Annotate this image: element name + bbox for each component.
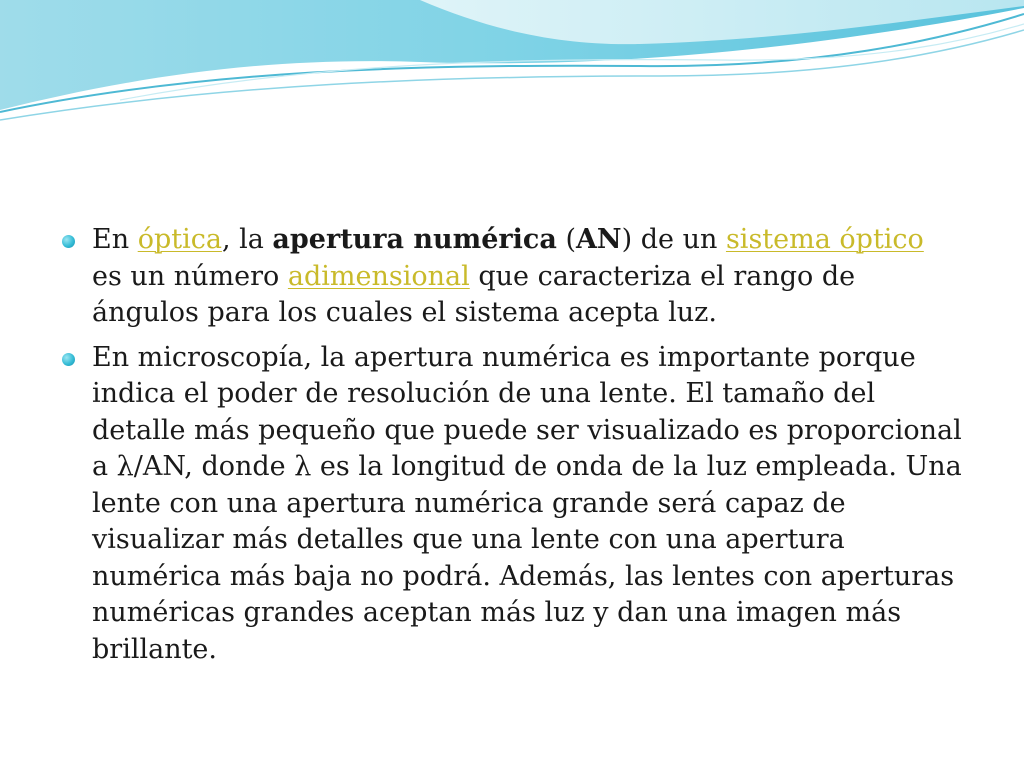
term-an: AN: [575, 224, 622, 255]
segment: que caracteriza el rango de ángulos para los cuales el sistema acepta luz.: [92, 260, 856, 328]
slide-body: [62, 222, 962, 676]
segment: , la: [221, 224, 273, 255]
segment: es un número: [92, 260, 288, 292]
segment: ) de un: [621, 224, 726, 255]
bullet-paragraph-2: [62, 340, 962, 669]
bullet-paragraph-1: [62, 222, 962, 332]
link-adimensional[interactable]: adimensional: [287, 260, 470, 292]
term-apertura-numerica: apertura numérica: [272, 224, 557, 255]
bullet-icon: [62, 353, 75, 366]
bullet-icon: [62, 235, 75, 248]
header-wave-decoration: [0, 0, 1024, 130]
link-optica[interactable]: óptica: [137, 224, 222, 255]
segment: En microscopía, la apertura numérica es importante porque indica el poder de resolución de una lente. El tamaño del detalle más pequeño que puede ser visualizado es proporcional a λ/AN, donde λ es la longitud de onda de la luz empleada. Una lente con una apertura numérica grande será capaz de visualizar más detalles que una lente con una apertura numérica más baja no podrá. Además, las lentes con aperturas numéricas grandes aceptan más luz y dan una imagen más brillante.: [92, 341, 962, 665]
segment: (: [556, 224, 576, 255]
link-sistema-optico[interactable]: sistema óptico: [725, 224, 924, 255]
segment: En: [92, 224, 138, 255]
